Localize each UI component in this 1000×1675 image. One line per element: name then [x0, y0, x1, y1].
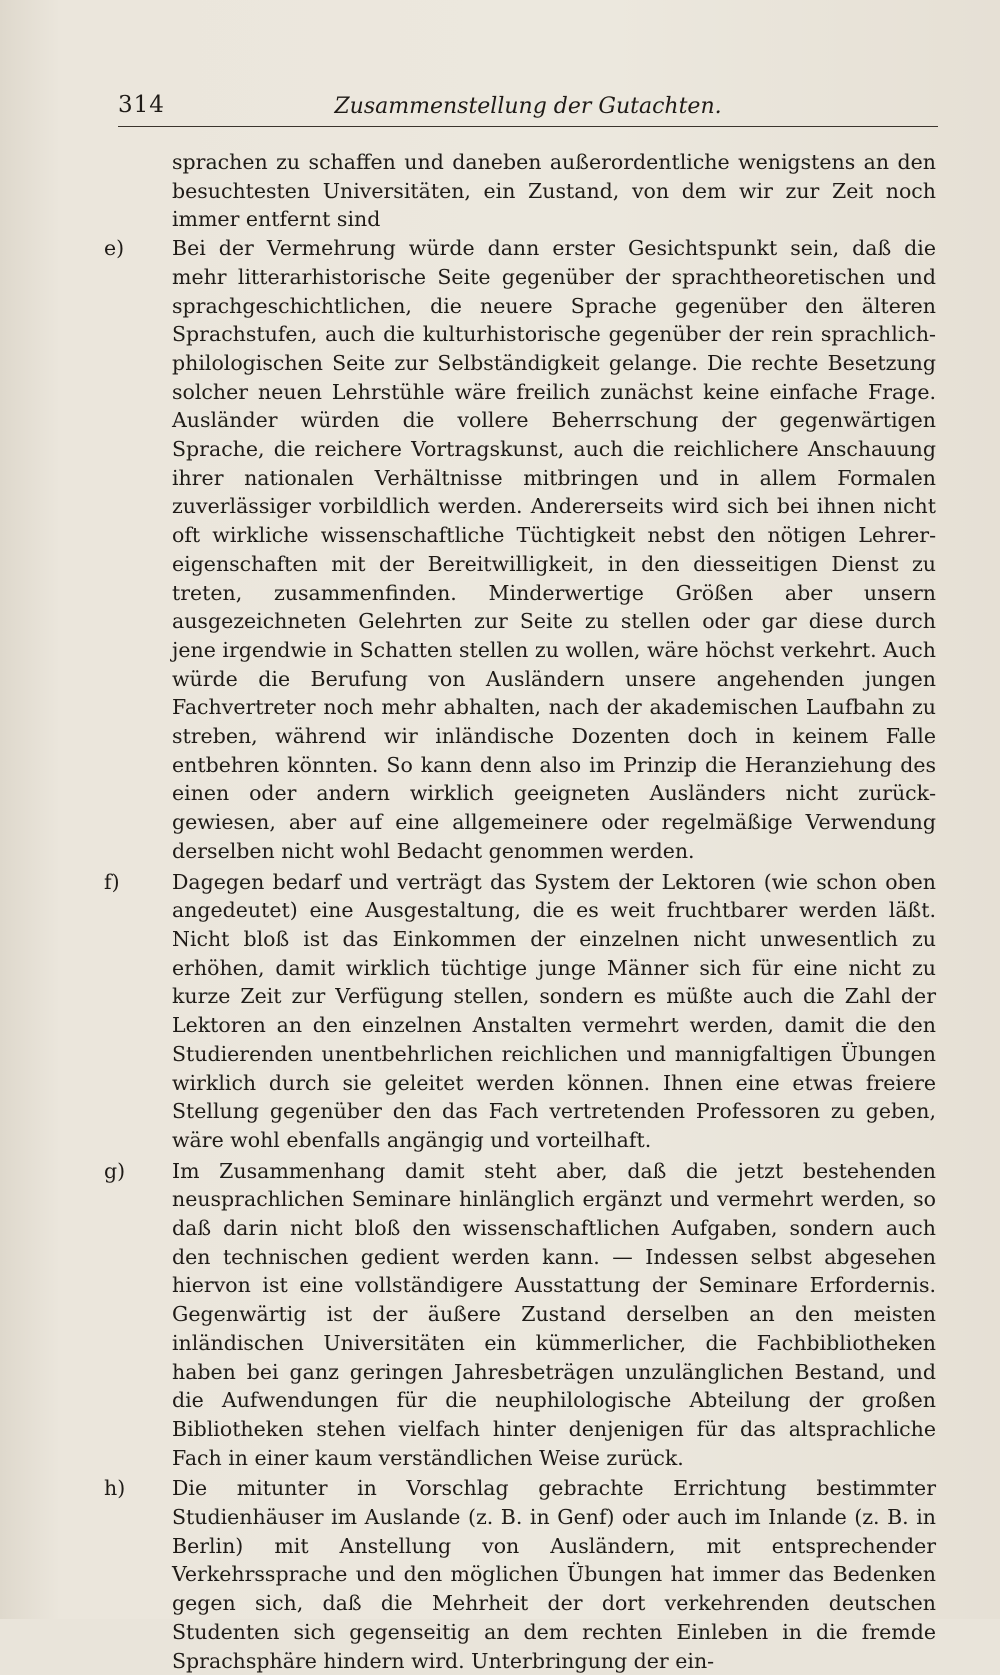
body-text	[104, 148, 936, 1675]
list-item-h	[104, 1474, 936, 1675]
list-item-g	[104, 1157, 936, 1473]
running-title: Zusammenstellung der Gutachten.	[334, 94, 722, 119]
list-item-f	[104, 868, 936, 1155]
list-marker: e)	[104, 236, 125, 261]
page-number: 314	[118, 92, 165, 118]
lead-paragraph	[118, 148, 936, 234]
list-item-text: Im Zusammenhang damit steht aber, daß die jetzt bestehenden neusprachlichen Seminare hinlänglich ergänzt und vermehrt werden, so daß darin nicht bloß den wissenschaftlichen Aufgaben, sondern auch den technischen gedient werden kann. — Indessen selbst abgesehen hiervon ist eine vollständigere Ausstattung der Seminare Erfordernis. Gegenwärtig ist der äußere Zustand derselben an den meisten inländischen Universitäten ein kümmerlicher, die Fachbibliotheken haben bei ganz geringen Jahresbeträgen unzulänglichen Bestand, und die Aufwendungen für die neuphilologische Abteilung der großen Bibliotheken stehen vielfach hinter denjenigen für das altsprachliche Fach in einer kaum verständlichen Weise zurück.	[172, 1158, 936, 1470]
list-item-text: Bei der Vermehrung würde dann erster Gesichtspunkt sein, daß die mehr litterarhistorische Seite gegenüber der sprachtheoretischen und sprachgeschichtlichen, die neuere Sprache gegenüber den älteren Sprachstufen, auch die kulturhistorische gegenüber der rein sprachlich-philologischen Seite zur Selbständigkeit gelange. Die rechte Besetzung solcher neuen Lehrstühle wäre freilich zunächst keine einfache Frage. Ausländer würden die vollere Beherrschung der gegenwärtigen Sprache, die reichere Vortragskunst, auch die reichlichere Anschauung ihrer nationalen Verhältnisse mitbringen und in allem Formalen zuverlässiger vorbildlich werden. Andererseits wird sich bei ihnen nicht oft wirkliche wissenschaftliche Tüchtigkeit nebst den nötigen Lehrereigenschaften mit der Bereitwilligkeit, in den diesseitigen Dienst zu treten, zusammenfinden. Minderwertige Größen aber unsern ausgezeichneten Gelehrten zur Seite zu stellen oder gar diese durch jene irgendwie in Schatten stellen zu wollen, wäre höchst verkehrt. Auch würde die Berufung von Ausländern unsere angehenden jungen Fachvertreter noch mehr abhalten, nach der akademischen Laufbahn zu streben, während wir inländische Dozenten doch in keinem Falle entbehren könnten. So kann denn also im Prinzip die Heranziehung des einen oder andern wirklich geeigneten Ausländers nicht zurückgewiesen, aber auf eine allgemeinere oder regelmäßige Verwendung derselben nicht wohl Bedacht genommen werden.	[172, 236, 936, 863]
list-item-text: Dagegen bedarf und verträgt das System der Lektoren (wie schon oben angedeutet) eine Ausgestaltung, die es weit fruchtbarer werden läßt. Nicht bloß ist das Einkommen der einzelnen nicht unwesentlich zu erhöhen, damit wirklich tüchtige junge Männer sich für eine nicht zu kurze Zeit zur Verfügung stellen, sondern es müßte auch die Zahl der Lektoren an den einzelnen Anstalten vermehrt werden, damit die den Studierenden unentbehrlichen reichlichen und mannigfaltigen Übungen wirklich durch sie geleitet werden können. Ihnen eine etwas freiere Stellung gegenüber den das Fach vertretenden Professoren zu geben, wäre wohl ebenfalls angängig und vorteilhaft.	[172, 869, 936, 1152]
list-marker: h)	[104, 1476, 126, 1501]
list-item-e	[104, 234, 936, 865]
list-marker: g)	[104, 1158, 126, 1183]
list-marker: f)	[104, 869, 120, 894]
page-header	[118, 92, 938, 127]
lead-paragraph-text: sprachen zu schaffen und daneben außerordentliche wenigstens an den besuchtesten Universitäten, ein Zustand, von dem wir zur Zeit noch immer entfernt sind	[172, 150, 936, 232]
list-item-text: Die mitunter in Vorschlag gebrachte Errichtung bestimmter Studienhäuser im Auslande (z. B. in Genf) oder auch im Inlande (z. B. in Berlin) mit Anstellung von Ausländern, mit entsprechender Verkehrssprache und den möglichen Übungen hat immer das Bedenken gegen sich, daß die Mehrheit der dort verkehrenden deutschen Studenten sich gegenseitig an dem rechten Einleben in die fremde Sprachsphäre hindern wird. Unterbringung der ein-	[172, 1476, 936, 1673]
